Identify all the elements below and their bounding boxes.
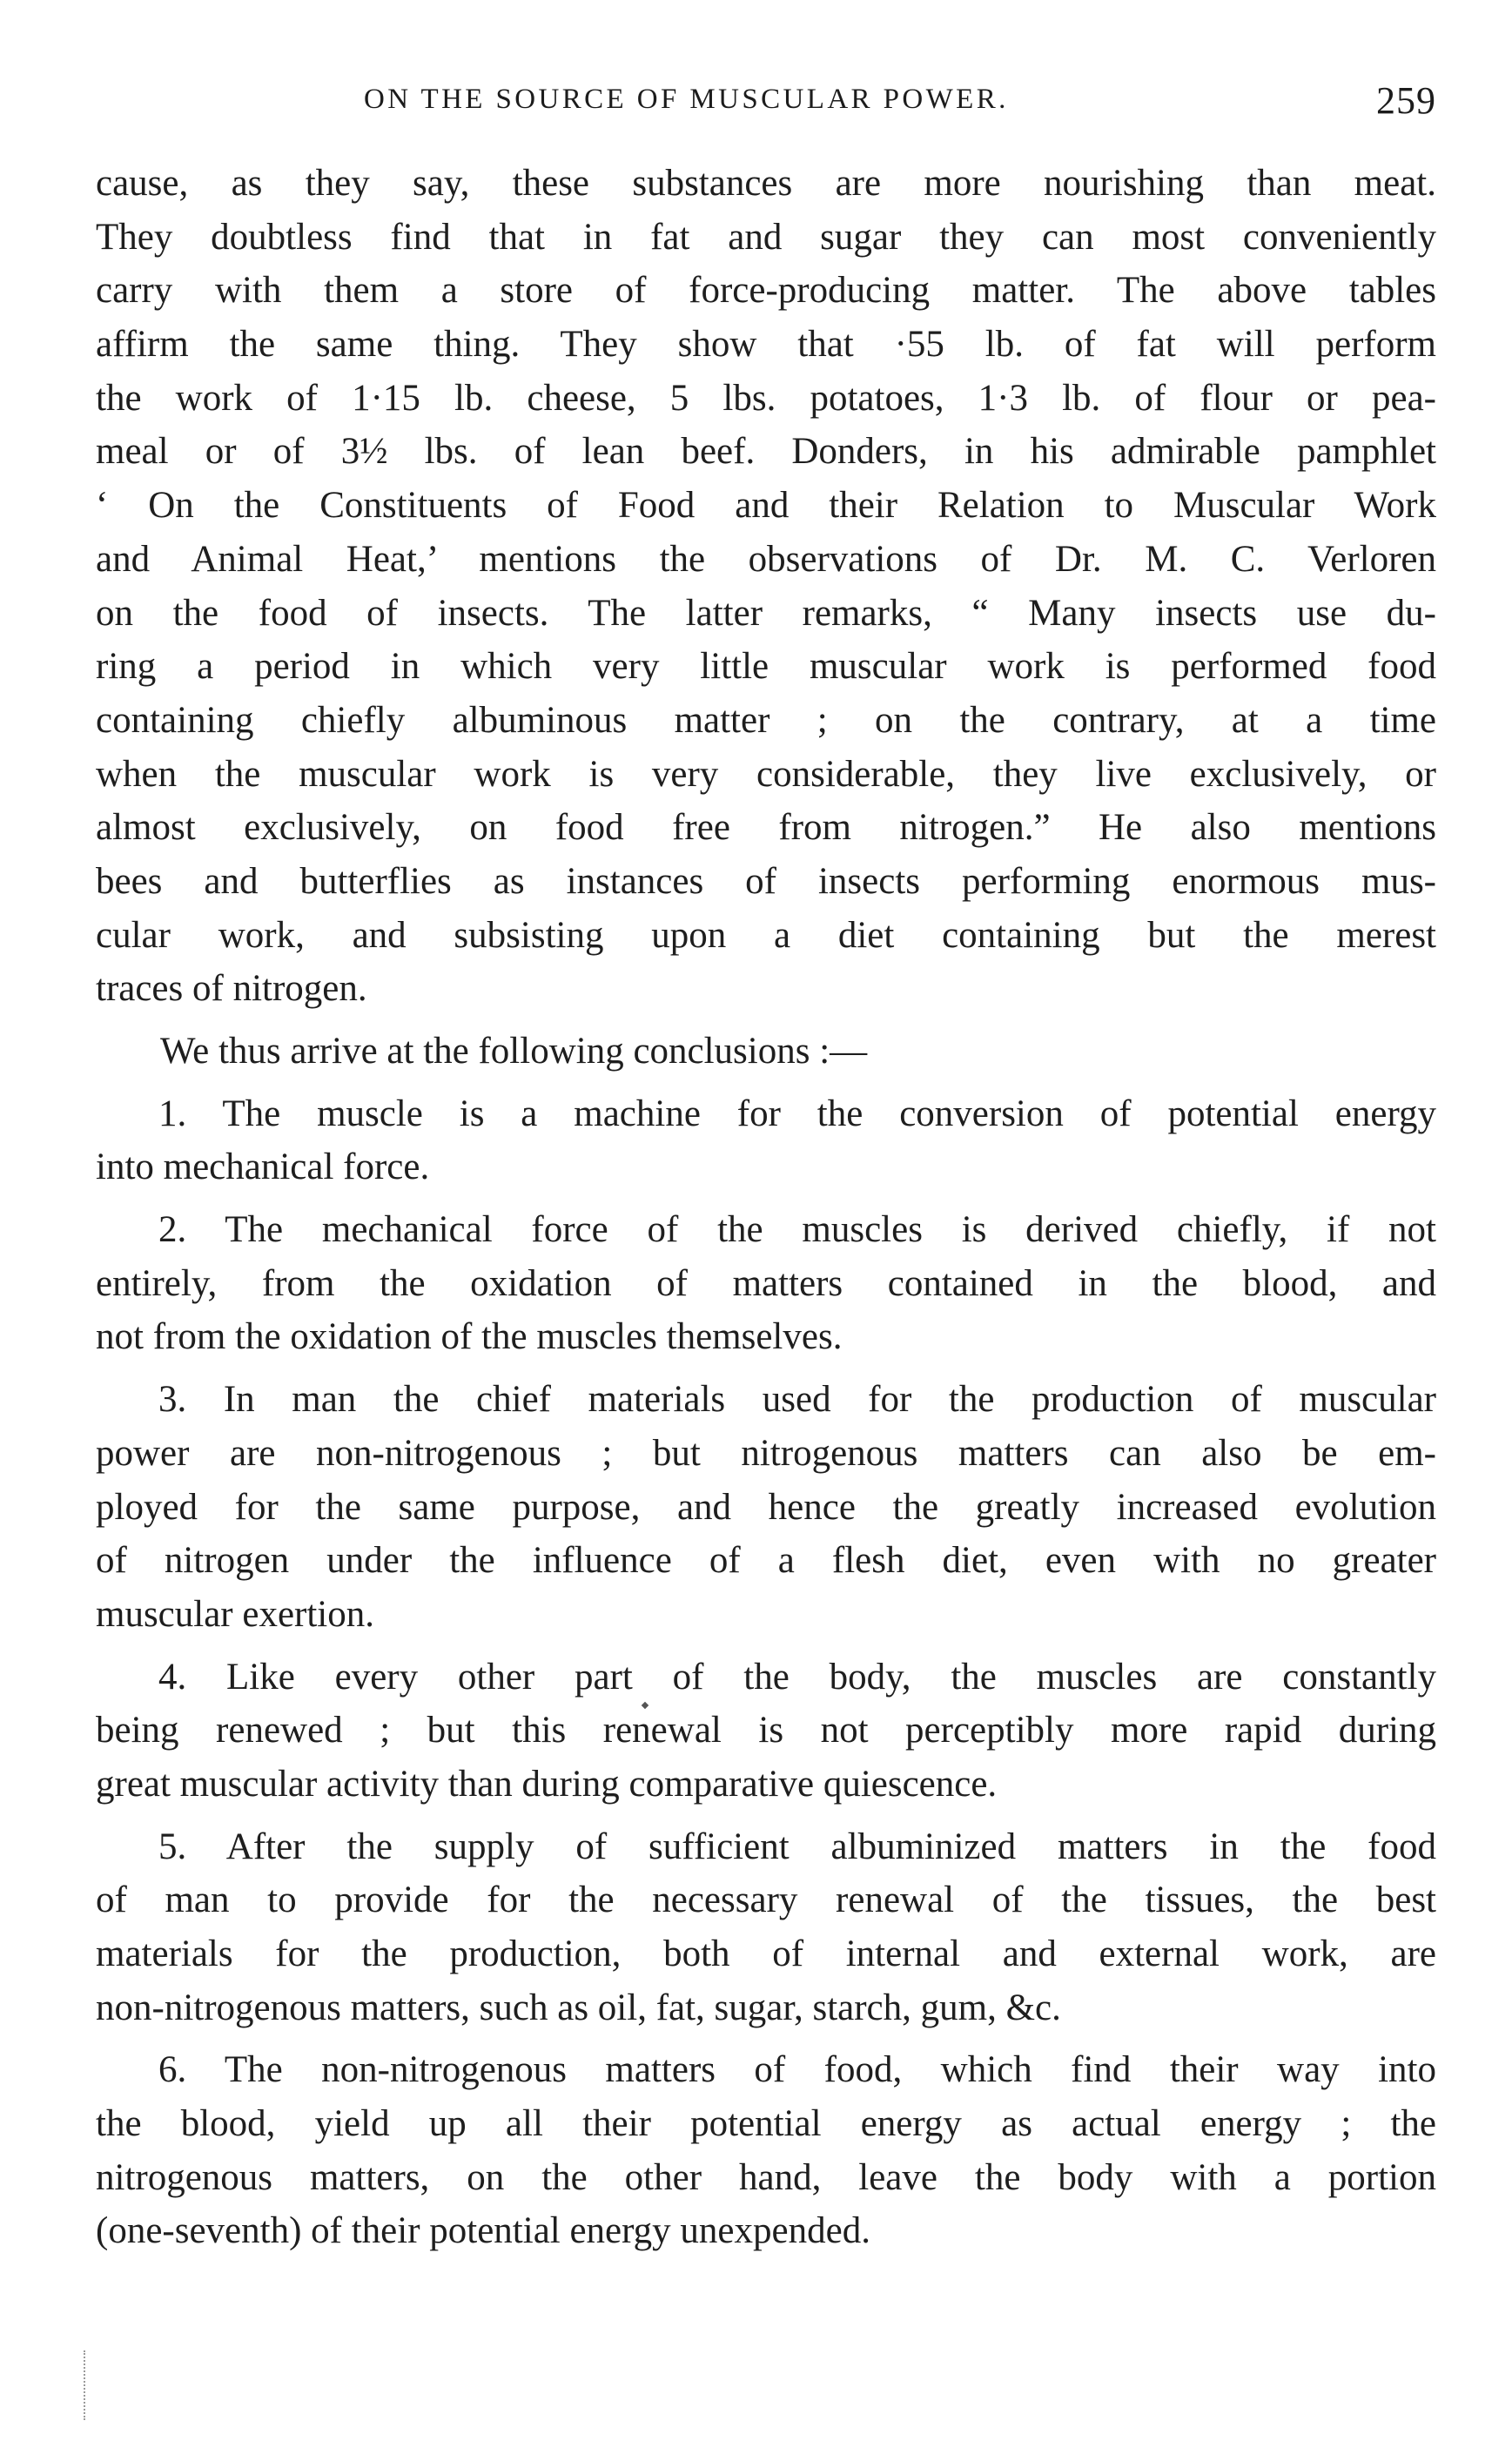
text-line: and Animal Heat,’ mentions the observations of Dr. M. C. Verloren [96,538,1436,580]
conclusion-line: 6. The non-nitrogenous matters of food, which find their way into [158,2049,1436,2091]
conclusion-line: 4. Like every other part of the body, the muscles are constantly [158,1656,1436,1698]
conclusion-line: the blood, yield up all their potential energy as actual energy ; the [96,2103,1436,2145]
paragraph-gap [96,1812,1436,1820]
text-line: ring a period in which very little muscular work is performed food [96,646,1436,688]
text-line: almost exclusively, on food free from nitrogen.” He also mentions [96,807,1436,849]
paragraph-gap [96,2034,1436,2043]
conclusion-line: (one-seventh) of their potential energy unexpended. [96,2210,870,2252]
page-number: 259 [1376,79,1436,122]
page-header [96,79,1436,136]
text-line: carry with them a store of force-producing matter. The above tables [96,270,1436,312]
text-line: cause, as they say, these substances are more nourishing than meat. [96,163,1436,204]
text-line: cular work, and subsisting upon a diet containing but the merest [96,914,1436,956]
conclusion-line: into mechanical force. [96,1146,430,1188]
text-line: when the muscular work is very considerable, they live exclusively, or [96,753,1436,795]
conclusion-line: not from the oxidation of the muscles themselves. [96,1316,843,1358]
conclusion-line: great muscular activity than during comparative quiescence. [96,1763,998,1805]
conclusion-line: 5. After the supply of sufficient albuminized matters in the food [158,1826,1436,1867]
conclusion-line: 2. The mechanical force of the muscles is derived chiefly, if not [158,1209,1436,1251]
conclusion-line: of man to provide for the necessary renewal of the tissues, the best [96,1879,1436,1921]
margin-dots [84,2350,89,2420]
text-line: We thus arrive at the following conclusions :— [160,1031,868,1072]
conclusion-line: of nitrogen under the influence of a flesh diet, even with no greater [96,1540,1436,1582]
body-text [96,157,1436,2258]
conclusion-line: ployed for the same purpose, and hence the greatly increased evolution [96,1486,1436,1528]
running-title: ON THE SOURCE OF MUSCULAR POWER. [364,84,1009,115]
paragraph-gap [96,1194,1436,1203]
text-line: the work of 1·15 lb. cheese, 5 lbs. potatoes, 1·3 lb. of flour or pea- [96,377,1436,419]
conclusion-line: being renewed ; but this renewal is not perceptibly more rapid during [96,1710,1436,1752]
conclusion-line: nitrogenous matters, on the other hand, leave the body with a portion [96,2156,1436,2198]
paragraph-gap [96,1079,1436,1087]
conclusion-line: power are non-nitrogenous ; but nitrogenous matters can also be em- [96,1432,1436,1474]
text-line: meal or of 3½ lbs. of lean beef. Donders, in his admirable pamphlet [96,431,1436,473]
conclusion-line: entirely, from the oxidation of matters contained in the blood, and [96,1262,1436,1304]
conclusion-line: muscular exertion. [96,1593,375,1635]
text-line: affirm the same thing. They show that ·55 lb. of fat will perform [96,324,1436,366]
conclusion-line: 1. The muscle is a machine for the conversion of potential energy [158,1093,1436,1134]
paragraph-gap [96,1016,1436,1025]
conclusion-line: materials for the production, both of internal and external work, are [96,1933,1436,1974]
conclusion-line: 3. In man the chief materials used for the production of muscular [158,1379,1436,1421]
text-line: ‘ On the Constituents of Food and their Relation to Muscular Work [96,485,1436,527]
text-line: They doubtless find that in fat and sugar they can most conveniently [96,216,1436,258]
text-line: traces of nitrogen. [96,968,367,1010]
conclusion-line: non-nitrogenous matters, such as oil, fat, sugar, starch, gum, &c. [96,1987,1061,2028]
text-line: bees and butterflies as instances of insects performing enormous mus- [96,860,1436,902]
paragraph-gap [96,1642,1436,1651]
paragraph-gap [96,1364,1436,1373]
text-line: on the food of insects. The latter remarks, “ Many insects use du- [96,592,1436,634]
text-line: containing chiefly albuminous matter ; on the contrary, at a time [96,699,1436,741]
